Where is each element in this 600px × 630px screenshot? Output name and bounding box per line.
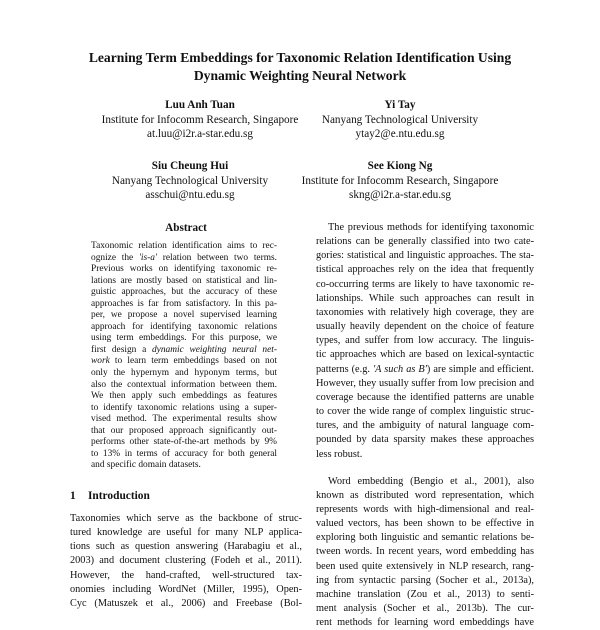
body-line: known as distributed word representation, which xyxy=(316,489,534,501)
abstract-line: We then apply such embeddings as features xyxy=(91,391,277,402)
author-affiliation: Nanyang Technological University xyxy=(321,113,479,126)
author-block-3 xyxy=(80,159,300,203)
body-line: relations can be generally classified into two cate- xyxy=(316,236,534,248)
body-line: However, they usually suffer from low precision and xyxy=(316,377,534,389)
section-heading-introduction xyxy=(70,490,150,502)
body-line: machine translation (Zou et al., 2013) to senti- xyxy=(316,588,534,600)
body-line: ing from syntactic parsing (Socher et al., 2013a), xyxy=(316,574,534,586)
body-line: tistical approaches rely on the idea that frequently xyxy=(316,264,534,276)
body-line: tured knowledge are useful for many NLP applica- xyxy=(70,527,302,539)
title-line-2: Dynamic Weighting Neural Network xyxy=(193,68,407,83)
body-line: patterns (e.g. 'A such as B') are simple and efficient. xyxy=(316,363,534,375)
abstract-line: and specific domain datasets. xyxy=(91,460,201,471)
body-line: ment analysis (Socher et al., 2013b). The cur- xyxy=(316,603,534,615)
body-line: been used quite extensively in NLP research, rang- xyxy=(316,560,534,572)
author-email: skng@i2r.a-star.edu.sg xyxy=(349,189,451,201)
abstract-line: to 13% in terms of accuracy for both general xyxy=(91,448,277,459)
abstract-line: approaches is far from satisfactory. In this pa- xyxy=(91,298,277,309)
abstract-line: Previous works on identifying taxonomic re- xyxy=(91,264,277,275)
abstract-line: approach for identifying taxonomic relations xyxy=(91,321,277,332)
abstract-line: that our proposed approach significantly out- xyxy=(91,425,277,436)
abstract-line: performs other state-of-the-art methods by 9% xyxy=(91,437,277,448)
body-line: valued vectors, has been shown to be effective in xyxy=(316,518,534,530)
introduction-body xyxy=(70,512,302,611)
author-block-4 xyxy=(290,159,510,203)
abstract-line: per, we propose a novel supervised learning xyxy=(91,310,277,321)
abstract-body xyxy=(91,241,277,472)
right-column-body xyxy=(316,221,534,630)
author-name: Luu Anh Tuan xyxy=(165,99,235,111)
body-line: tween words. In recent years, word embedding has xyxy=(316,546,534,558)
author-affiliation: Nanyang Technological University xyxy=(111,174,269,187)
abstract-line: ognize the 'is-a' relation between two terms. xyxy=(91,252,277,263)
body-line: taxonomies with relatively high coverage, they are xyxy=(316,306,534,318)
author-affiliation: Institute for Infocomm Research, Singapore xyxy=(301,174,499,187)
body-line: coverage because the identified patterns are unable xyxy=(316,391,534,403)
body-line: 2003) and document clustering (Fodeh et al., 2011). xyxy=(70,555,302,567)
abstract-line: to identify taxonomic relations using a super- xyxy=(91,402,277,413)
author-email: at.luu@i2r.a-star.edu.sg xyxy=(147,128,253,140)
body-line: tic approaches which are based on lexical-syntactic xyxy=(316,349,534,361)
abstract-line: vised method. The experimental results show xyxy=(91,414,277,425)
body-line: usually heavily dependent on the choice of feature xyxy=(316,321,534,333)
abstract-line: also the contextual information between them. xyxy=(91,379,277,390)
body-line: lationships. While such approaches can result in xyxy=(316,292,534,304)
title-line-1: Learning Term Embeddings for Taxonomic Relation Identification Using xyxy=(88,50,512,65)
author-name: Siu Cheung Hui xyxy=(151,160,229,172)
section-number: 1 xyxy=(70,490,76,502)
abstract-line: Taxonomic relation identification aims to rec- xyxy=(91,241,277,251)
body-line: Word embedding (Bengio et al., 2001), also xyxy=(328,475,534,487)
body-line: Cyc (Matuszek et al., 2006) and Freebase (Bol- xyxy=(70,597,302,609)
author-affiliation: Institute for Infocomm Research, Singapore xyxy=(101,113,299,126)
body-line: Taxonomies which serve as the backbone of struc- xyxy=(70,513,302,524)
author-block-1 xyxy=(80,98,320,142)
section-title: Introduction xyxy=(88,490,150,502)
body-line: exploring both linguistic and semantic relations be- xyxy=(316,532,534,544)
body-line: rent methods for learning word embeddings have xyxy=(316,617,534,629)
abstract-line: only the hypernym and hyponym terms, but xyxy=(91,368,277,379)
body-line: co-occurring terms are likely to have taxonomic re- xyxy=(316,278,534,290)
abstract-line: guistic approaches, but the accuracy of these xyxy=(91,287,277,298)
author-email: asschui@ntu.edu.sg xyxy=(145,189,235,201)
body-line: pounded by data sparsity makes these approaches xyxy=(316,434,534,446)
body-line: However, the hand-crafted, well-structured tax- xyxy=(70,569,302,581)
body-line: represents words with high-dimensional and real- xyxy=(316,503,534,515)
body-line: less robust. xyxy=(316,448,363,460)
paper-title xyxy=(60,49,540,85)
paragraph-gap xyxy=(316,462,534,475)
body-line: tures, and the ambiguity of natural language com- xyxy=(316,420,534,432)
author-block-2 xyxy=(290,98,510,142)
abstract-line: using term embeddings. For this purpose, we xyxy=(91,333,277,344)
abstract-heading: Abstract xyxy=(165,222,207,234)
body-line: tions such as question answering (Harabagiu et al., xyxy=(70,541,302,553)
body-line: The previous methods for identifying taxonomic xyxy=(328,222,534,233)
abstract-line: first design a dynamic weighting neural net- xyxy=(91,344,278,355)
body-line: onomies including WordNet (Miller, 1995), Open- xyxy=(70,583,302,595)
author-email: ytay2@e.ntu.edu.sg xyxy=(355,128,445,140)
author-name: See Kiong Ng xyxy=(367,160,433,172)
body-line: gories: statistical and linguistic approaches. The sta- xyxy=(316,250,534,262)
body-line: types, and suffer from low accuracy. The linguis- xyxy=(316,335,534,347)
abstract-line: lations are mostly based on statistical and lin- xyxy=(91,275,277,286)
abstract-line: work to learn term embeddings based on not xyxy=(91,356,278,367)
body-line: to cover the wide range of complex linguistic struc- xyxy=(316,406,534,418)
author-name: Yi Tay xyxy=(384,99,416,111)
